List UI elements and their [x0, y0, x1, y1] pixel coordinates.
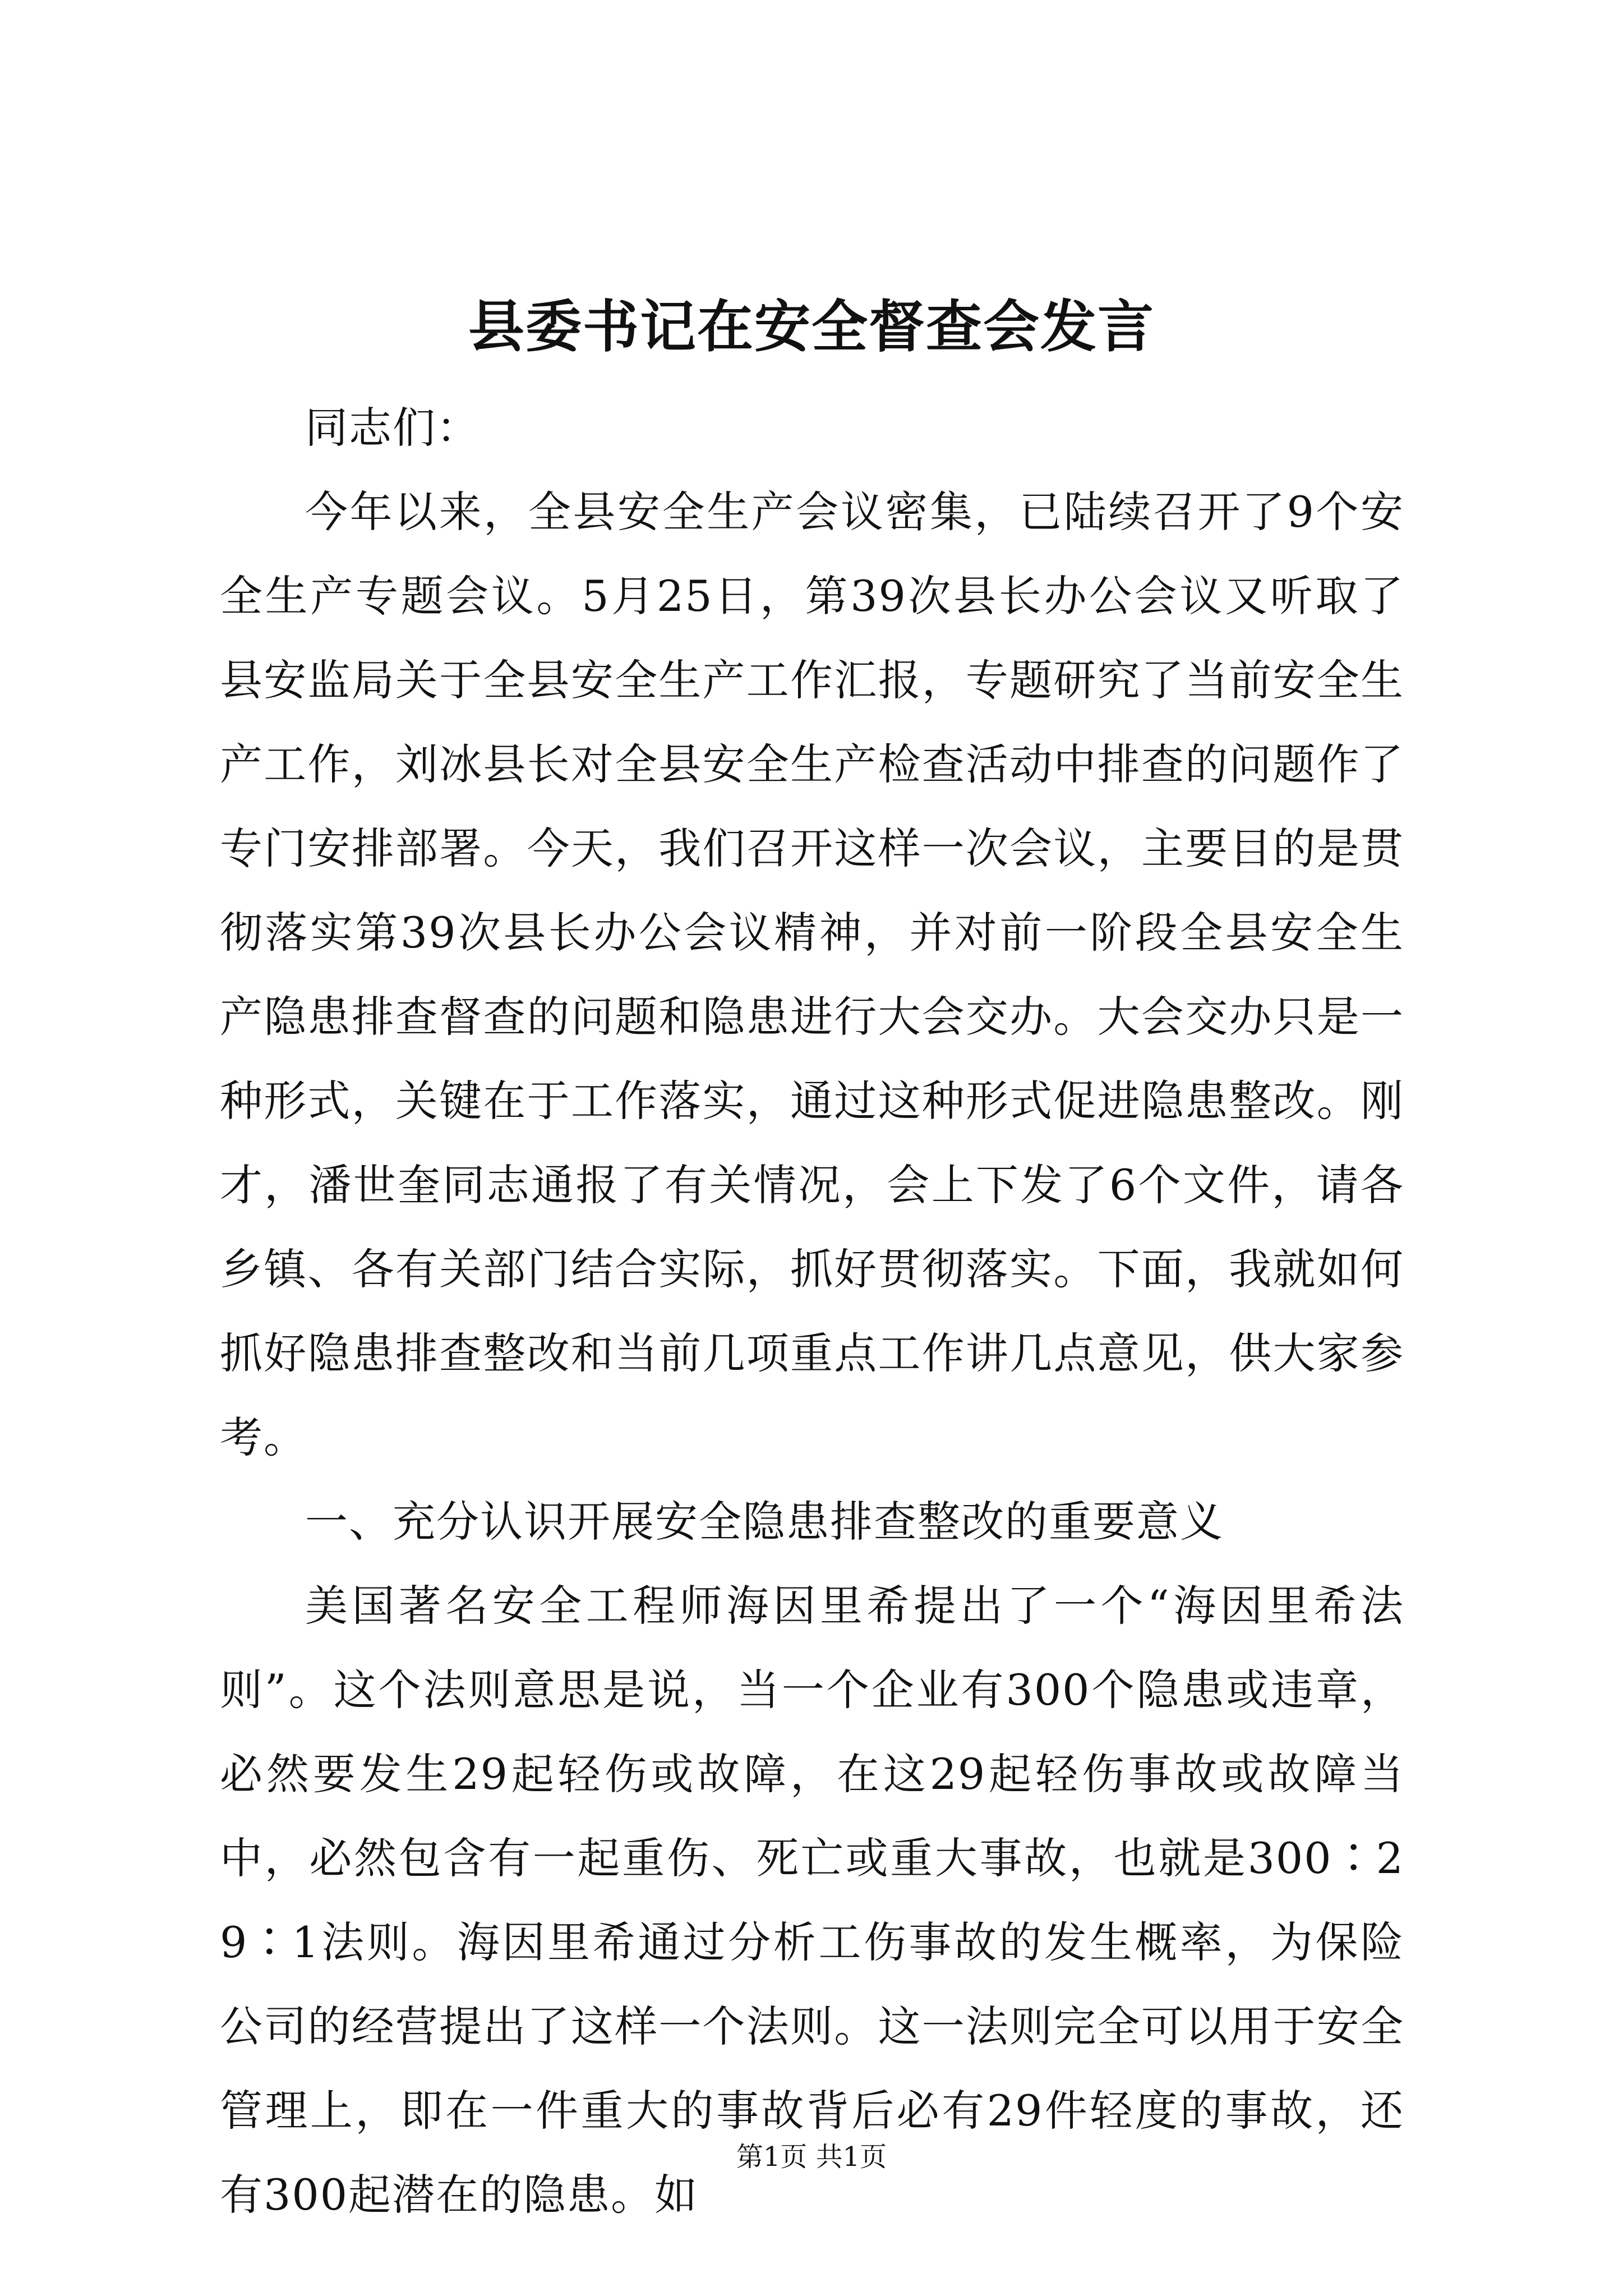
salutation-paragraph: 同志们： — [305, 403, 480, 453]
section-heading-1: 一、充分认识开展安全隐患排查整改的重要意义 — [305, 1497, 1224, 1547]
document-body — [220, 386, 1404, 2237]
intro-paragraph: 今年以来，全县安全生产会议密集，已陆续召开了9个安全生产专题会议。5月25日，第39次县长办公会议又听取了县安监局关于全县安全生产工作汇报，专题研究了当前安全生产工作，刘冰县长对全县安全生产检查活动中排查的问题作了专门安排部署。今天，我们召开这样一次会议，主要目的是贯彻落实第39次县长办公会议精神，并对前一阶段全县安全生产隐患排查督查的问题和隐患进行大会交办。大会交办只是一种形式，关键在于工作落实，通过这种形式促进隐患整改。刚才，潘世奎同志通报了有关情况，会上下发了6个文件，请各乡镇、各有关部门结合实际，抓好贯彻落实。下面，我就如何抓好隐患排查整改和当前几项重点工作讲几点意见，供大家参考。 — [220, 487, 1404, 1462]
heinrich-law-paragraph: 美国著名安全工程师海因里希提出了一个“海因里希法则”。这个法则意思是说，当一个企业有300个隐患或违章，必然要发生29起轻伤或故障，在这29起轻伤事故或故障当中，必然包含有一起重伤、死亡或重大事故，也就是300∶29∶1法则。海因里希通过分析工伤事故的发生概率，为保险公司的经营提出了这样一个法则。这一法则完全可以用于安全管理上，即在一件重大的事故背后必有29件轻度的事故，还有300起潜在的隐患。如 — [220, 1581, 1404, 2220]
document-title: 县委书记在安全督查会发言 — [468, 293, 1155, 360]
page-footer: 第1页 共1页 — [736, 2141, 887, 2173]
